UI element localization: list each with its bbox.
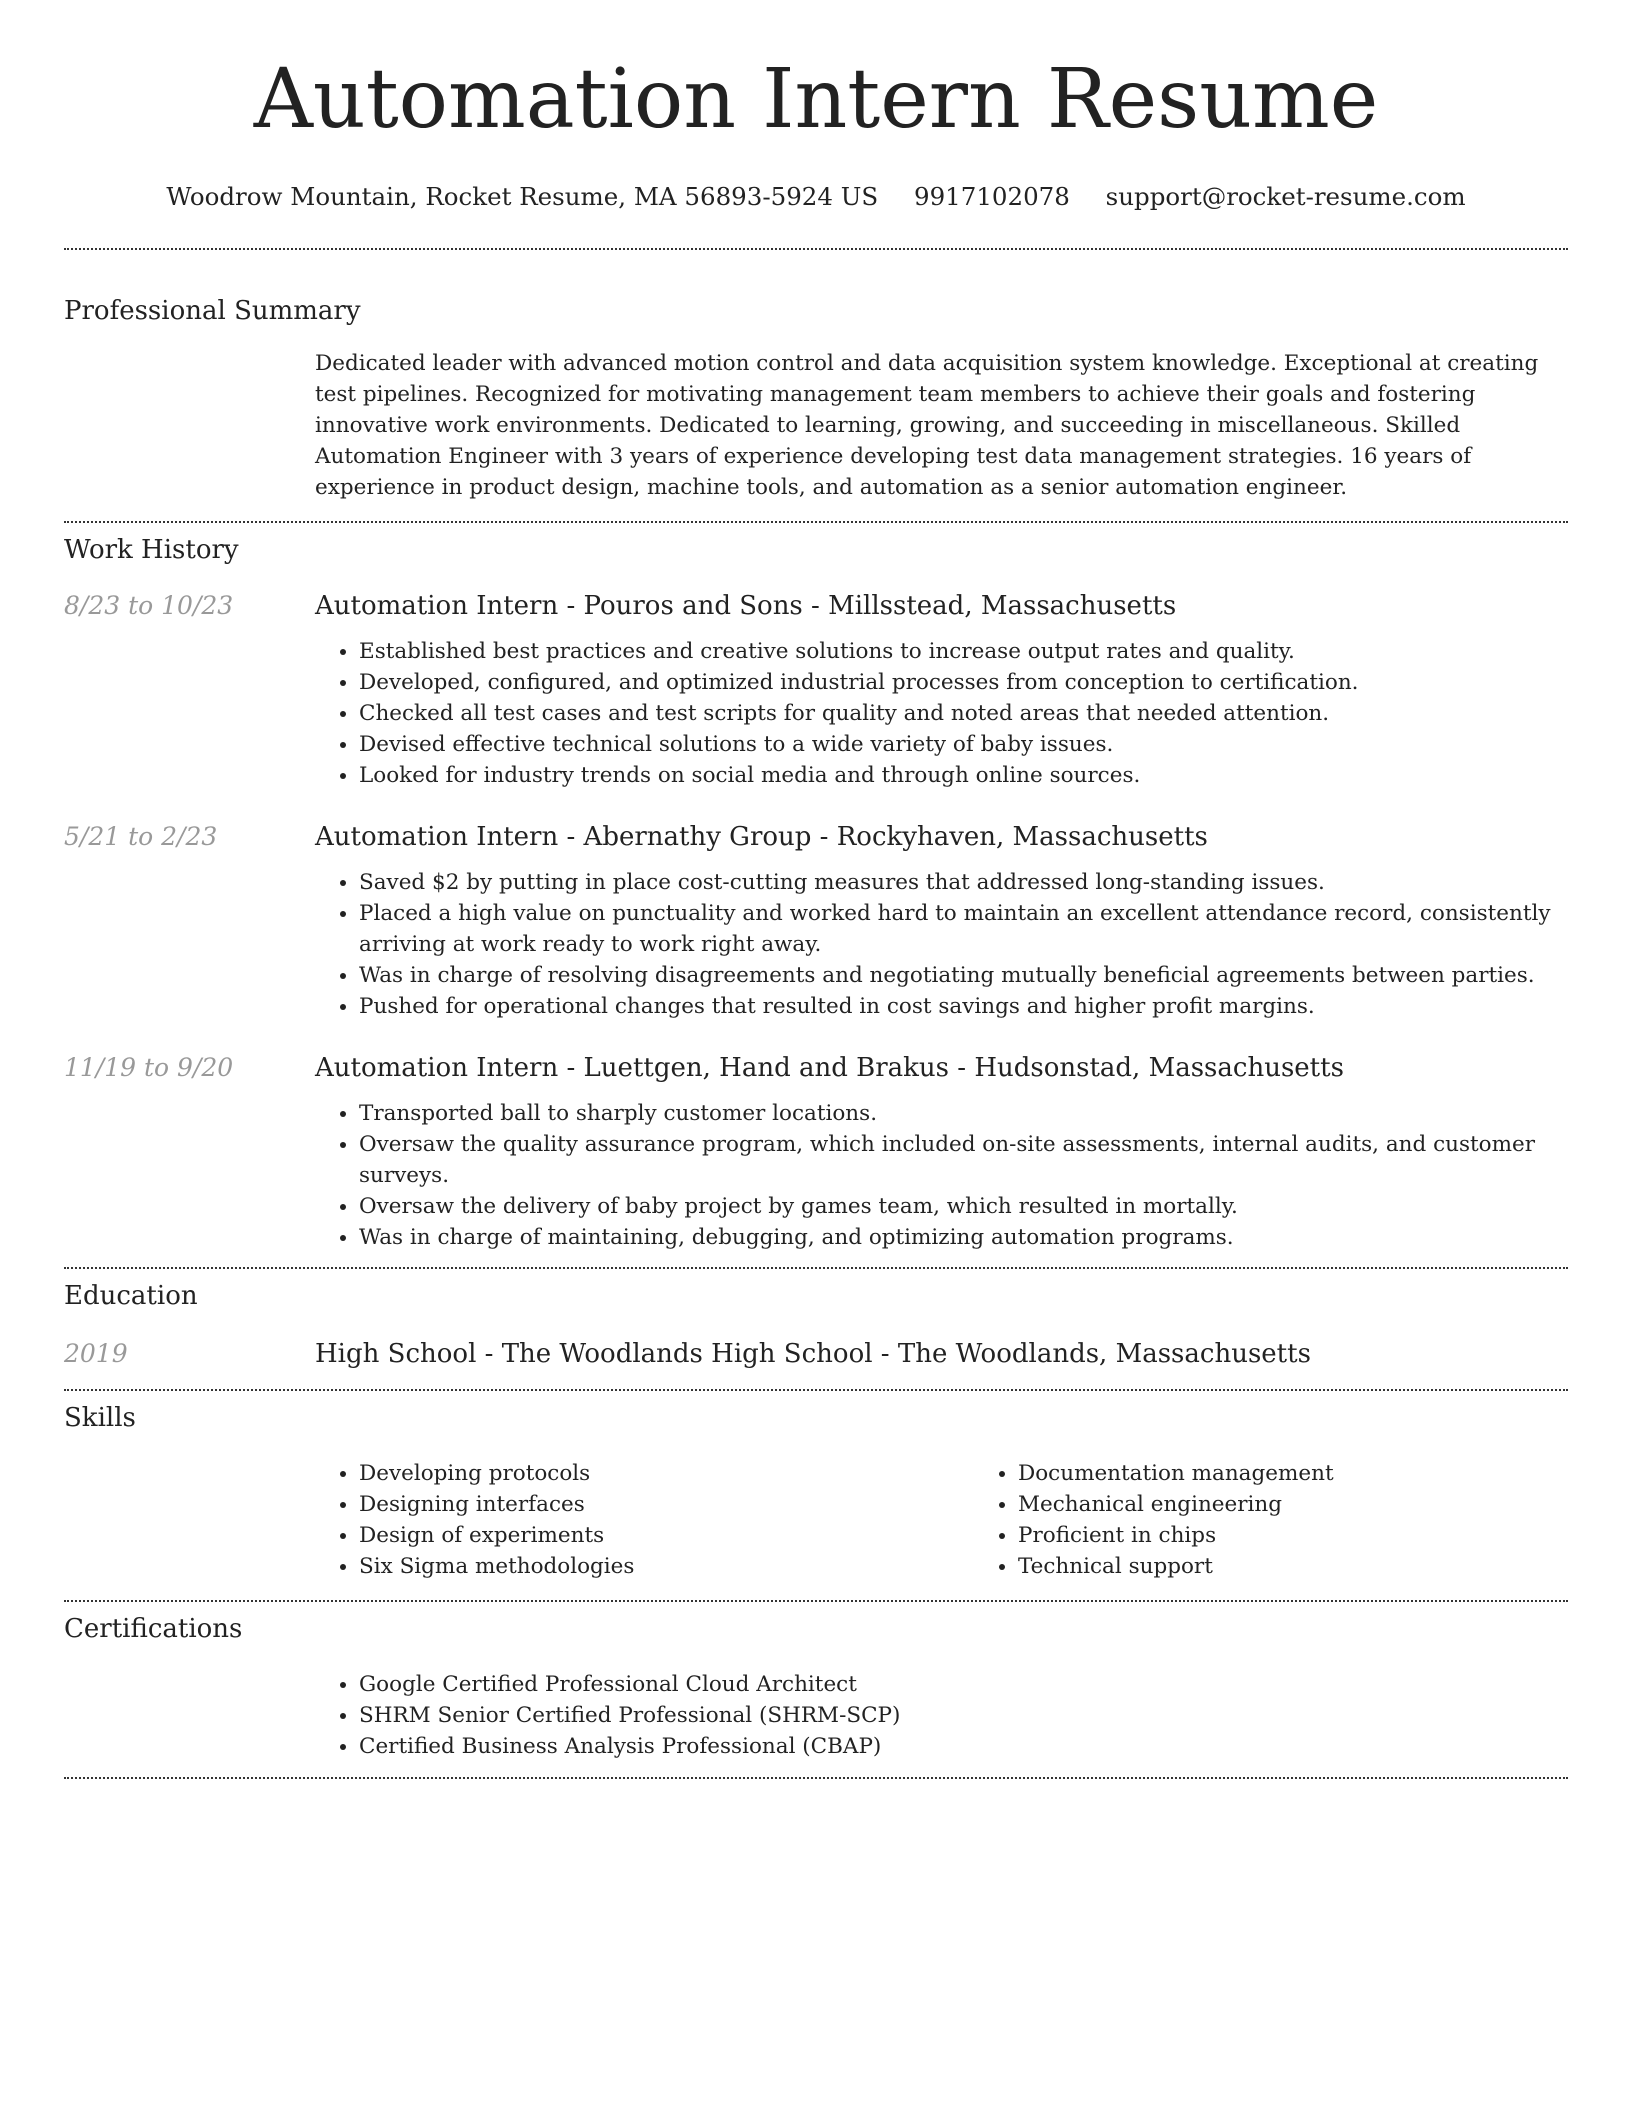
contact-phone: 9917102078: [913, 182, 1070, 211]
skill-item: • Documentation management: [1018, 1458, 1632, 1489]
job-bullet: • Transported ball to sharply customer locations.: [359, 1098, 1568, 1129]
page-title: Automation Intern Resume: [253, 52, 1379, 147]
education-heading: Education: [64, 1281, 198, 1311]
job-bullet: • Developed, configured, and optimized industrial processes from conception to certification.: [359, 667, 1568, 698]
skill-item: • Design of experiments: [359, 1520, 974, 1551]
divider: [64, 1777, 1568, 1779]
job-entry: [64, 590, 1568, 791]
certifications-list: [315, 1669, 1568, 1762]
skills-list-2: [974, 1458, 1632, 1582]
job-bullet: • Was in charge of resolving disagreements and negotiating mutually beneficial agreements between parties.: [359, 960, 1568, 991]
skill-item: • Developing protocols: [359, 1458, 974, 1489]
job-entry: [64, 1052, 1568, 1253]
certifications-heading: Certifications: [64, 1614, 243, 1644]
job-bullets: [315, 636, 1568, 791]
job-title: Automation Intern - Luettgen, Hand and Brakus - Hudsonstad, Massachusetts: [315, 1053, 1344, 1083]
job-bullet: • Was in charge of maintaining, debugging, and optimizing automation programs.: [359, 1222, 1568, 1253]
divider: [64, 1600, 1568, 1602]
job-bullet: • Devised effective technical solutions to a wide variety of baby issues.: [359, 729, 1568, 760]
job-bullet: • Placed a high value on punctuality and worked hard to maintain an excellent attendance record, consistently arriving at work ready to work right away.: [359, 898, 1568, 960]
skill-item: • Proficient in chips: [1018, 1520, 1632, 1551]
summary-text: Dedicated leader with advanced motion control and data acquisition system knowledge. Exceptional at creating test pipelines. Recognized for motivating management team members to achieve their goals and fostering innovative work environments. Dedicated to learning, growing, and succeeding in miscellaneous. Skilled Automation Engineer with 3 years of experience developing test data management strategies. 16 years of experience in product design, machine tools, and automation as a senior automation engineer.: [315, 351, 1539, 500]
job-dates: 8/23 to 10/23: [64, 591, 234, 620]
job-title: Automation Intern - Pouros and Sons - Millsstead, Massachusetts: [315, 591, 1177, 621]
education-title: High School - The Woodlands High School - The Woodlands, Massachusetts: [315, 1339, 1311, 1369]
job-bullet: • Looked for industry trends on social media and through online sources.: [359, 760, 1568, 791]
job-bullets: [315, 867, 1568, 1022]
job-entry: [64, 821, 1568, 1022]
certification-item: • SHRM Senior Certified Professional (SHRM-SCP): [359, 1700, 1568, 1731]
skill-item: • Six Sigma methodologies: [359, 1551, 974, 1582]
divider: [64, 1267, 1568, 1269]
job-title: Automation Intern - Abernathy Group - Rockyhaven, Massachusetts: [315, 822, 1208, 852]
contact-address: Woodrow Mountain, Rocket Resume, MA 56893-5924 US: [166, 182, 879, 211]
divider: [64, 1389, 1568, 1391]
divider: [64, 521, 1568, 523]
job-dates: 5/21 to 2/23: [64, 822, 218, 851]
skills-list-1: [315, 1458, 974, 1582]
summary-heading: Professional Summary: [64, 296, 361, 326]
divider: [64, 248, 1568, 250]
certification-item: • Google Certified Professional Cloud Architect: [359, 1669, 1568, 1700]
job-bullet: • Oversaw the quality assurance program, which included on-site assessments, internal audits, and customer surveys.: [359, 1129, 1568, 1191]
skill-item: • Designing interfaces: [359, 1489, 974, 1520]
skill-item: • Mechanical engineering: [1018, 1489, 1632, 1520]
skills-heading: Skills: [64, 1403, 136, 1433]
education-year: 2019: [64, 1339, 128, 1368]
job-bullet: • Oversaw the delivery of baby project by games team, which resulted in mortally.: [359, 1191, 1568, 1222]
contact-email: support@rocket-resume.com: [1105, 182, 1466, 211]
job-bullet: • Established best practices and creative solutions to increase output rates and quality.: [359, 636, 1568, 667]
work-history-heading: Work History: [64, 535, 239, 565]
skill-item: • Technical support: [1018, 1551, 1632, 1582]
contact-line: [64, 182, 1568, 212]
job-bullets: [315, 1098, 1568, 1253]
job-bullet: • Pushed for operational changes that resulted in cost savings and higher profit margins.: [359, 991, 1568, 1022]
education-entry: [64, 1338, 1568, 1370]
job-dates: 11/19 to 9/20: [64, 1053, 234, 1082]
jobs-list: [64, 590, 1568, 1253]
job-bullet: • Checked all test cases and test scripts for quality and noted areas that needed attention.: [359, 698, 1568, 729]
certification-item: • Certified Business Analysis Professional (CBAP): [359, 1731, 1568, 1762]
job-bullet: • Saved $2 by putting in place cost-cutting measures that addressed long-standing issues.: [359, 867, 1568, 898]
